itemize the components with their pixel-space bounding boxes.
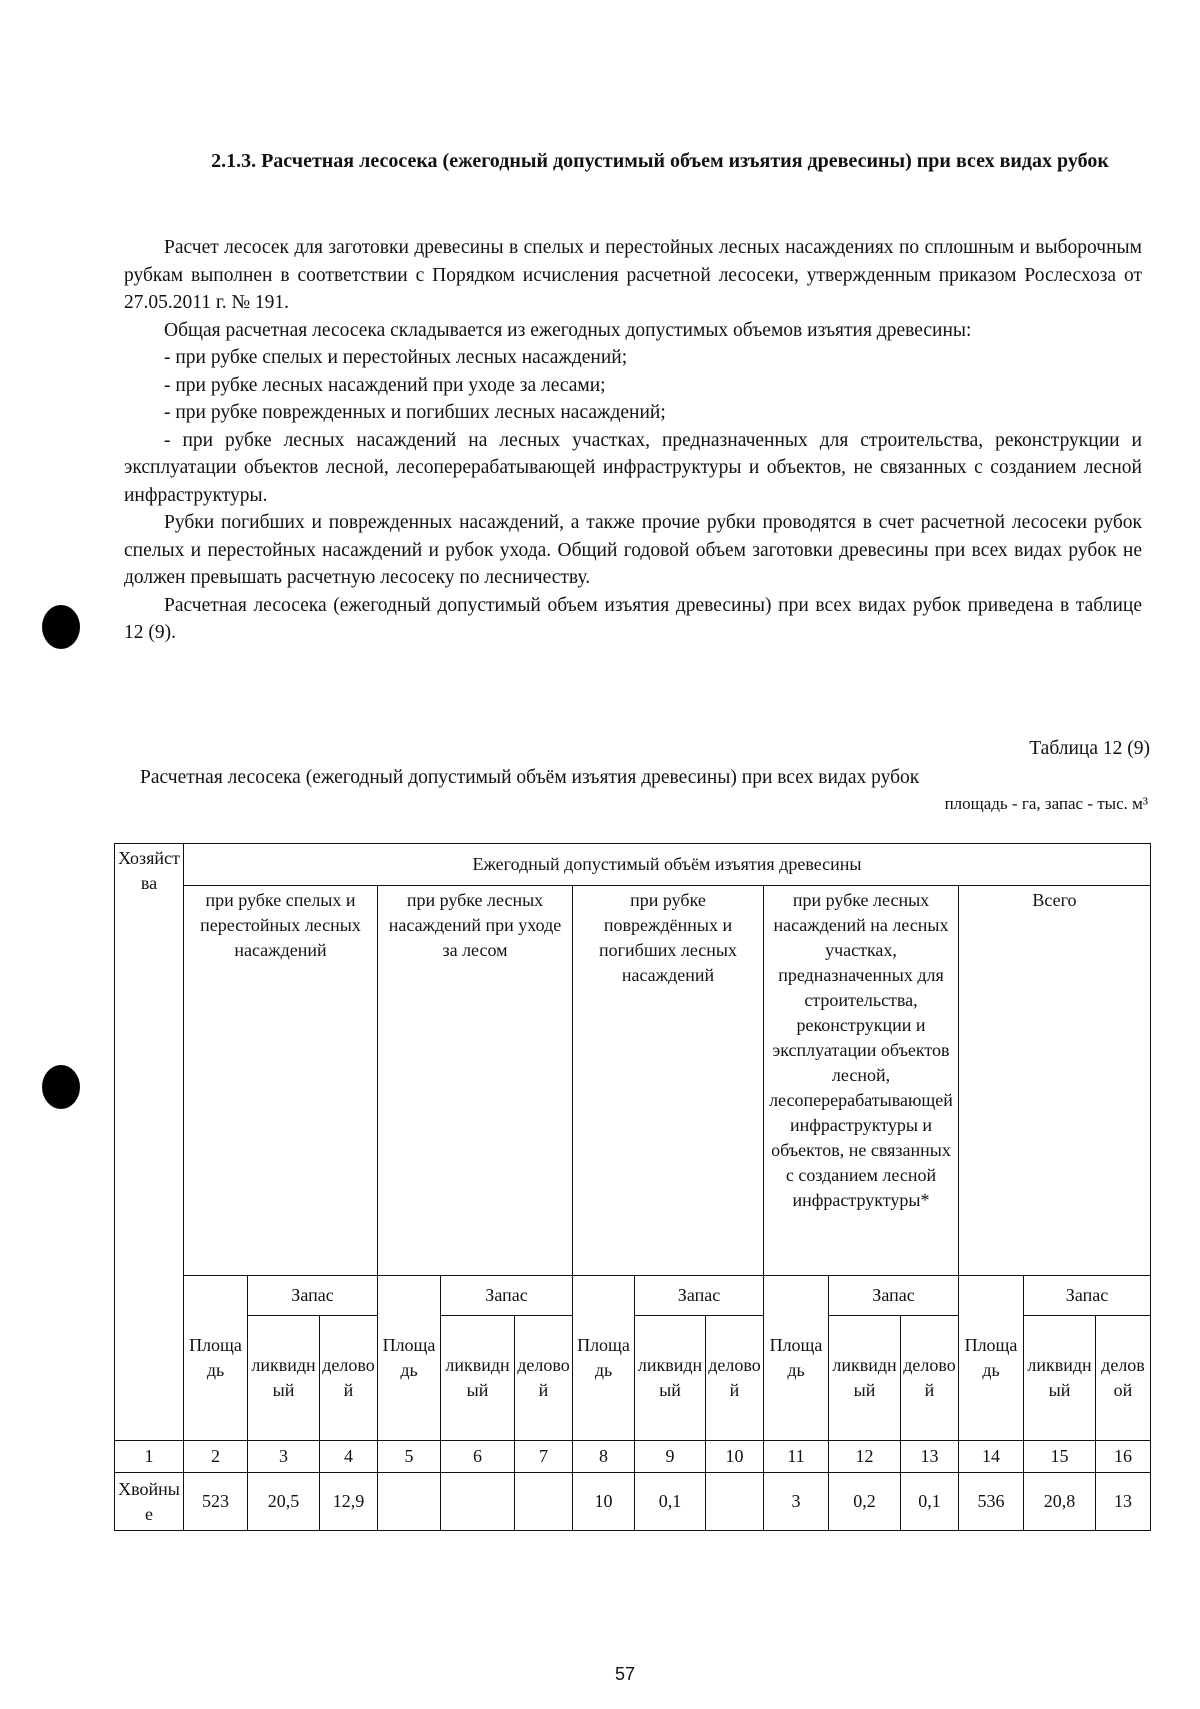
column-number: 14	[959, 1441, 1024, 1473]
paragraph: Расчетная лесосека (ежегодный допустимый объем изъятия древесины) при всех видах рубок приведена в таблице 12 (9).	[124, 594, 1142, 643]
table-cell: 13	[1096, 1473, 1151, 1531]
column-number: 7	[515, 1441, 573, 1473]
header-liquid: ликвидный	[441, 1316, 515, 1441]
column-number: 3	[248, 1441, 320, 1473]
table-cell: 0,1	[635, 1473, 706, 1531]
table-cell	[441, 1473, 515, 1531]
header-farm: Хозяйства	[115, 844, 184, 1441]
table-cell: 523	[184, 1473, 248, 1531]
header-liquid: ликвидный	[1024, 1316, 1096, 1441]
header-area: Площадь	[764, 1276, 829, 1441]
table-cell: 12,9	[320, 1473, 378, 1531]
table-number: Таблица 12 (9)	[1029, 738, 1150, 759]
column-number: 13	[901, 1441, 959, 1473]
header-area: Площадь	[378, 1276, 441, 1441]
table-caption: Расчетная лесосека (ежегодный допустимый объём изъятия древесины) при всех видах рубок	[140, 767, 920, 788]
punch-hole-icon	[42, 1065, 80, 1109]
column-number: 9	[635, 1441, 706, 1473]
table-cell	[706, 1473, 764, 1531]
table-cell	[378, 1473, 441, 1531]
list-item: - при рубке поврежденных и погибших лесных насаждений;	[164, 402, 666, 423]
header-area: Площадь	[573, 1276, 635, 1441]
table-cell: 10	[573, 1473, 635, 1531]
list-item: - при рубке спелых и перестойных лесных насаждений;	[164, 347, 628, 368]
page-number: 57	[614, 1664, 636, 1684]
table-units: площадь - га, запас - тыс. м³	[944, 794, 1148, 813]
column-number: 4	[320, 1441, 378, 1473]
header-stock: Запас	[829, 1276, 959, 1316]
group-header: при рубке лесных насаждений на лесных участках, предназначенных для строительства, реконструкции и эксплуатации объектов лесной, лесоперерабатывающей инфраструктуры и объектов, не связанных с созданием лесной инфраструктуры*	[764, 886, 959, 1276]
column-number: 16	[1096, 1441, 1151, 1473]
header-business: деловой	[901, 1316, 959, 1441]
header-stock: Запас	[441, 1276, 573, 1316]
table-cell: 20,8	[1024, 1473, 1096, 1531]
column-number: 8	[573, 1441, 635, 1473]
table-cell: 3	[764, 1473, 829, 1531]
column-number: 15	[1024, 1441, 1096, 1473]
table-cell: 0,1	[901, 1473, 959, 1531]
table-cell: Хвойные	[115, 1473, 184, 1531]
header-stock: Запас	[1024, 1276, 1151, 1316]
header-liquid: ликвидный	[248, 1316, 320, 1441]
list-item: - при рубке лесных насаждений на лесных участках, предназначенных для строительства, реконструкции и эксплуатации объектов лесной, лесоперерабатывающей инфраструктуры и объектов, не связанных с созданием лесной инфраструктуры.	[124, 429, 1142, 506]
list-item: - при рубке лесных насаждений при уходе за лесами;	[164, 374, 606, 396]
column-number: 2	[184, 1441, 248, 1473]
column-number: 10	[706, 1441, 764, 1473]
header-liquid: ликвидный	[635, 1316, 706, 1441]
paragraph: Общая расчетная лесосека складывается из ежегодных допустимых объемов изъятия древесины:	[164, 319, 972, 341]
header-top: Ежегодный допустимый объём изъятия древесины	[184, 844, 1151, 886]
table-cell: 536	[959, 1473, 1024, 1531]
header-business: деловой	[320, 1316, 378, 1441]
punch-hole-icon	[42, 605, 80, 649]
header-business: деловой	[515, 1316, 573, 1441]
paragraph: Расчет лесосек для заготовки древесины в спелых и перестойных лесных насаждениях по сплошным и выборочным рубкам выполнен в соответствии с Порядком исчисления расчетной лесосеки, утвержденным приказом Рослесхоза от 27.05.2011 г. № 191.	[124, 237, 1142, 313]
group-header: Всего	[959, 886, 1151, 1276]
column-number: 12	[829, 1441, 901, 1473]
table-cell: 20,5	[248, 1473, 320, 1531]
header-stock: Запас	[248, 1276, 378, 1316]
header-stock: Запас	[635, 1276, 764, 1316]
paragraph: Рубки погибших и поврежденных насаждений, а также прочие рубки проводятся в счет расчетной лесосеки рубок спелых и перестойных насаждений и рубок ухода. Общий годовой объем заготовки древесины при всех видах рубок не должен превышать расчетную лесосеку по лесничеству.	[124, 512, 1142, 588]
column-number: 11	[764, 1441, 829, 1473]
section-heading: 2.1.3. Расчетная лесосека (ежегодный допустимый объем изъятия древесины) при всех видах рубок	[211, 150, 1109, 172]
header-liquid: ликвидный	[829, 1316, 901, 1441]
table-cell	[515, 1473, 573, 1531]
column-number: 5	[378, 1441, 441, 1473]
header-business: деловой	[706, 1316, 764, 1441]
group-header: при рубке спелых и перестойных лесных насаждений	[184, 886, 378, 1276]
body-text	[124, 234, 1142, 647]
header-business: деловой	[1096, 1316, 1151, 1441]
column-number: 6	[441, 1441, 515, 1473]
header-area: Площадь	[184, 1276, 248, 1441]
header-area: Площадь	[959, 1276, 1024, 1441]
column-number: 1	[115, 1441, 184, 1473]
table-cell: 0,2	[829, 1473, 901, 1531]
group-header: при рубке повреждённых и погибших лесных насаждений	[573, 886, 764, 1276]
allowable-cut-table	[114, 843, 1151, 1531]
group-header: при рубке лесных насаждений при уходе за лесом	[378, 886, 573, 1276]
